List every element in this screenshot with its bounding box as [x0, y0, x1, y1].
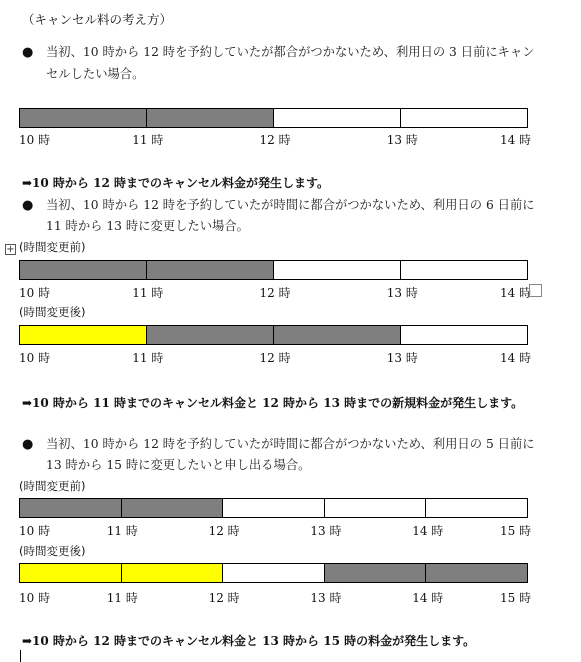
time-tick-label: 11 時 [132, 133, 164, 147]
case2-before-tick-row [19, 284, 532, 300]
case3-before-tick-row [19, 522, 532, 538]
bullet-icon: ● [22, 45, 34, 60]
case2-after-label: (時間変更後) [19, 305, 86, 319]
time-tick-label: 15 時 [500, 591, 532, 605]
time-tick-label: 12 時 [259, 133, 291, 147]
timeline-slot-empty [223, 564, 325, 582]
case3-after-tick-row [19, 589, 532, 605]
time-tick-label: 13 時 [310, 591, 342, 605]
time-tick-label: 11 時 [106, 524, 138, 538]
timeline-slot-booked [325, 564, 427, 582]
timeline-slot-booked [147, 109, 274, 127]
text-cursor [20, 650, 21, 662]
case2-desc-line1: 当初、10 時から 12 時を予約していたが時間に都合がつかないため、利用日の 6 日前に [46, 198, 535, 212]
time-tick-label: 14 時 [412, 524, 444, 538]
case3-desc-line2: 13 時から 15 時に変更したいと申し出る場合。 [46, 458, 311, 472]
timeline-slot-empty [401, 261, 527, 279]
time-tick-label: 10 時 [19, 351, 51, 365]
timeline-slot-booked [147, 261, 274, 279]
timeline-slot-new [20, 326, 147, 344]
timeline-slot-new [20, 564, 122, 582]
case3-before-bar [19, 498, 528, 518]
timeline-slot-booked [147, 326, 274, 344]
time-tick-label: 14 時 [412, 591, 444, 605]
case1-desc-line1: 当初、10 時から 12 時を予約していたが都合がつかないため、利用日の 3 日前にキャン [46, 45, 535, 59]
timeline-slot-empty [274, 261, 401, 279]
timeline-slot-new [122, 564, 224, 582]
table-move-handle-icon[interactable]: + [6, 244, 15, 255]
case3-before-label: (時間変更前) [19, 479, 86, 493]
case1-desc-line2: セルしたい場合。 [46, 67, 145, 81]
time-tick-label: 14 時 [500, 351, 532, 365]
time-tick-label: 11 時 [106, 591, 138, 605]
time-tick-label: 12 時 [208, 524, 240, 538]
case2-result: ➡10 時から 11 時までのキャンセル料金と 12 時から 13 時までの新規料金が発生します。 [22, 396, 524, 410]
time-tick-label: 10 時 [19, 524, 51, 538]
time-tick-label: 10 時 [19, 286, 51, 300]
case2-after-bar [19, 325, 528, 345]
timeline-slot-empty [426, 499, 527, 517]
case1-result: ➡10 時から 12 時までのキャンセル料金が発生します。 [22, 176, 330, 190]
case1-tick-row [19, 131, 532, 147]
time-tick-label: 14 時 [500, 133, 532, 147]
case3-after-bar [19, 563, 528, 583]
timeline-slot-empty [401, 109, 527, 127]
case2-before-bar [19, 260, 528, 280]
timeline-slot-booked [20, 109, 147, 127]
bullet-icon: ● [22, 198, 34, 213]
timeline-slot-empty [274, 109, 401, 127]
time-tick-label: 15 時 [500, 524, 532, 538]
case3-after-label: (時間変更後) [19, 544, 86, 558]
time-tick-label: 14 時 [500, 286, 532, 300]
bullet-icon: ● [22, 437, 34, 452]
time-tick-label: 10 時 [19, 133, 51, 147]
time-tick-label: 12 時 [259, 286, 291, 300]
time-tick-label: 12 時 [208, 591, 240, 605]
time-tick-label: 13 時 [386, 351, 418, 365]
case1-timeline-bar [19, 108, 528, 128]
time-tick-label: 12 時 [259, 351, 291, 365]
timeline-slot-empty [401, 326, 527, 344]
timeline-slot-booked [20, 261, 147, 279]
timeline-slot-booked [426, 564, 527, 582]
case2-before-label: (時間変更前) [19, 240, 86, 254]
timeline-slot-booked [122, 499, 224, 517]
page-title: （キャンセル料の考え方） [22, 12, 173, 27]
timeline-slot-empty [223, 499, 325, 517]
time-tick-label: 13 時 [386, 133, 418, 147]
time-tick-label: 11 時 [132, 286, 164, 300]
case3-desc-line1: 当初、10 時から 12 時を予約していたが時間に都合がつかないため、利用日の 5 日前に [46, 437, 535, 451]
time-tick-label: 10 時 [19, 591, 51, 605]
case3-result: ➡10 時から 12 時までのキャンセル料金と 13 時から 15 時の料金が発生します。 [22, 634, 476, 648]
time-tick-label: 13 時 [310, 524, 342, 538]
time-tick-label: 13 時 [386, 286, 418, 300]
table-resize-handle-icon[interactable] [529, 284, 542, 297]
case2-desc-line2: 11 時から 13 時に変更したい場合。 [46, 219, 249, 233]
time-tick-label: 11 時 [132, 351, 164, 365]
case2-after-tick-row [19, 349, 532, 365]
timeline-slot-empty [325, 499, 427, 517]
timeline-slot-booked [20, 499, 122, 517]
timeline-slot-booked [274, 326, 401, 344]
